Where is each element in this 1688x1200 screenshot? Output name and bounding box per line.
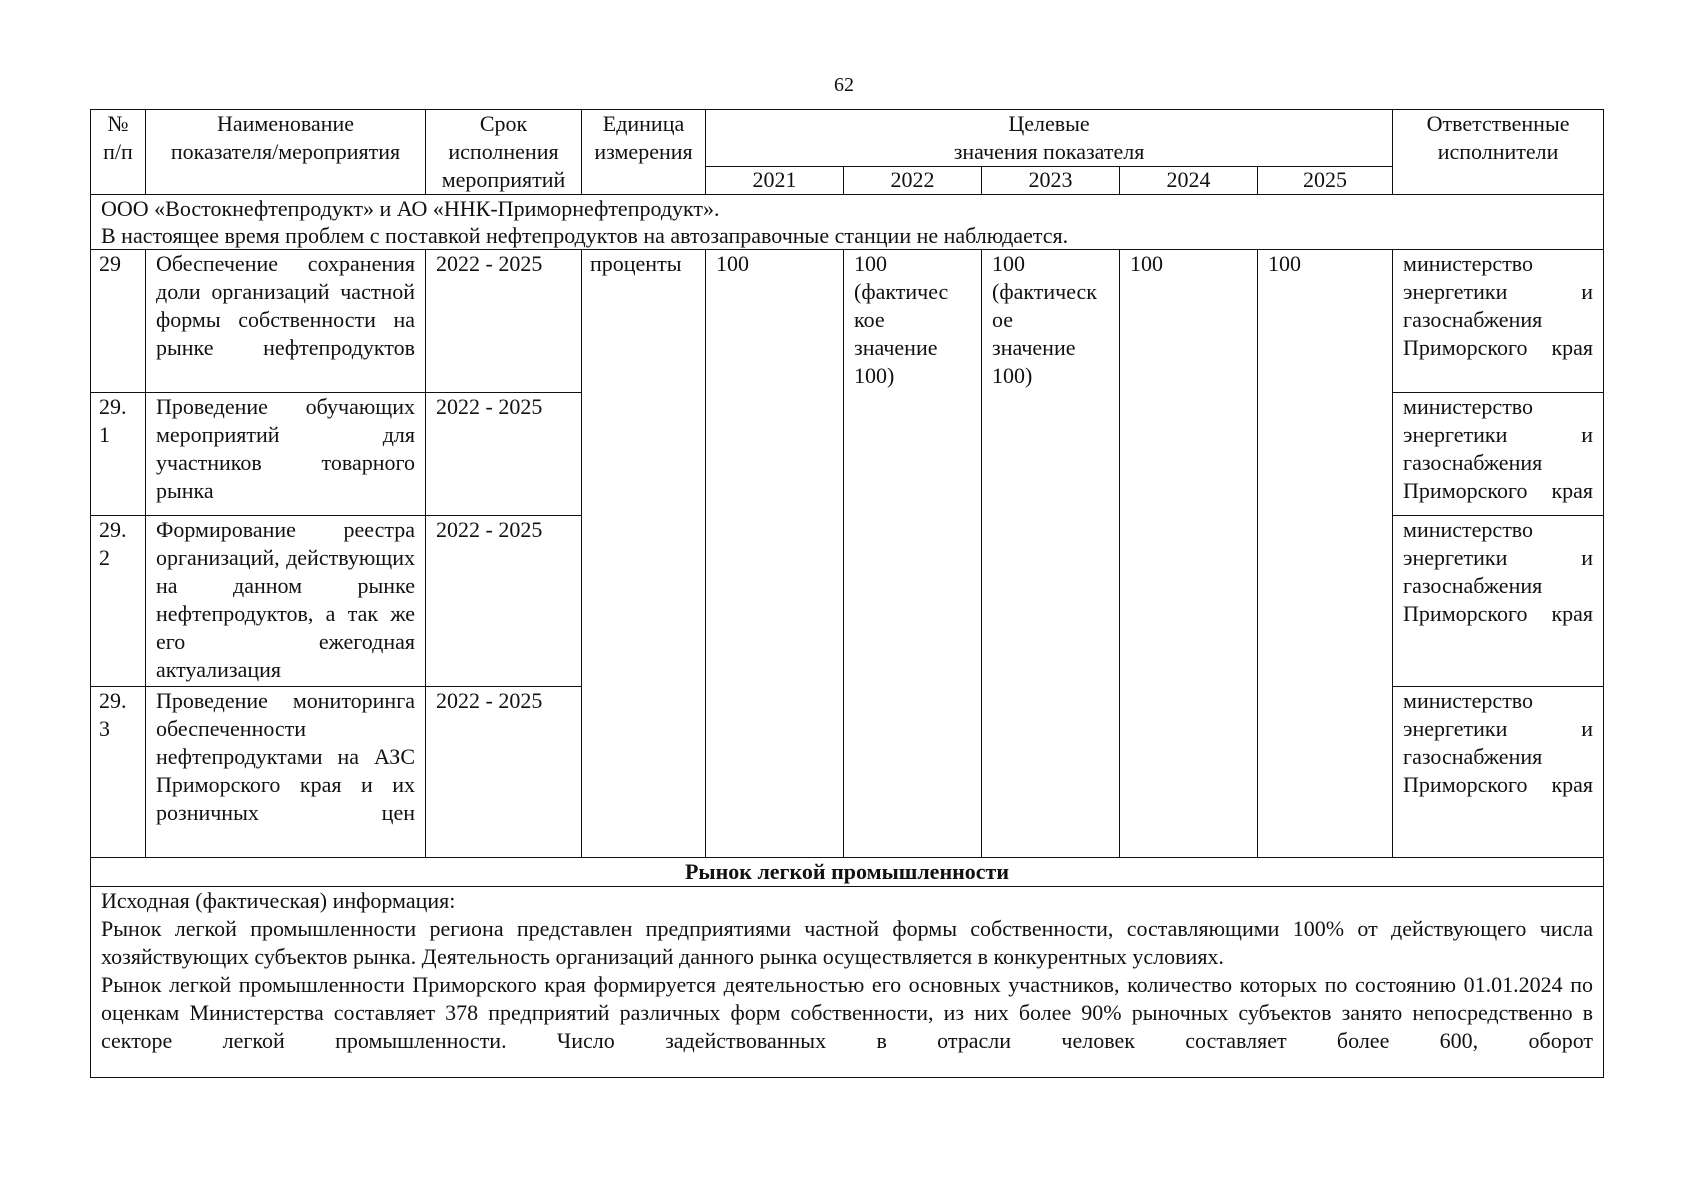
row-responsible: министерство энергетики и газоснабжения Приморского края (1393, 250, 1604, 393)
row-num: 29. 2 (91, 516, 146, 687)
table-header-row (91, 110, 1604, 167)
note-row (91, 195, 1604, 250)
header-year: 2023 (982, 167, 1120, 195)
header-year: 2025 (1258, 167, 1393, 195)
header-year: 2022 (844, 167, 982, 195)
header-year: 2024 (1120, 167, 1258, 195)
header-term: Срок исполнения мероприятий (426, 110, 582, 195)
value-2022: 100 (фактичес кое значение 100) (844, 250, 982, 858)
header-name: Наименование показателя/мероприятия (146, 110, 426, 195)
note-line: В настоящее время проблем с поставкой нефтепродуктов на автозаправочные станции не наблюдается. (101, 223, 1069, 248)
indicators-table (90, 109, 1604, 1078)
row-responsible: министерство энергетики и газоснабжения Приморского края (1393, 516, 1604, 687)
header-year: 2021 (706, 167, 844, 195)
value-2025: 100 (1258, 250, 1393, 858)
row-term: 2022 - 2025 (426, 250, 582, 393)
page-number: 62 (834, 74, 854, 96)
row-name: Проведение обучающих мероприятий для участников товарного рынка (146, 393, 426, 516)
row-name-text: Обеспечение сохранения доли организаций частной формы собственности на рынке нефтепродуктов (156, 251, 415, 360)
section-title: Рынок легкой промышленности (91, 858, 1604, 887)
value-2021: 100 (706, 250, 844, 858)
header-targets: Целевые значения показателя (706, 110, 1393, 167)
row-num: 29 (91, 250, 146, 393)
info-paragraph: Рынок легкой промышленности региона представлен предприятиями частной формы собственности, составляющими 100% от действующего числа хозяйствующих субъектов рынка. Деятельность организаций данного рынка осуществляется в конкурентных условиях. (101, 916, 1594, 969)
info-cell (91, 887, 1604, 1078)
row-responsible: министерство энергетики и газоснабжения Приморского края (1393, 687, 1604, 858)
table-row (91, 250, 1604, 393)
row-name: Проведение мониторинга обеспеченности нефтепродуктами на АЗС Приморского края и их розничных цен (146, 687, 426, 858)
info-row (91, 887, 1604, 1078)
row-term: 2022 - 2025 (426, 393, 582, 516)
value-2023: 100 (фактическ ое значение 100) (982, 250, 1120, 858)
info-paragraph: Рынок легкой промышленности Приморского края формируется деятельностью его основных участников, количество которых по состоянию 01.01.2024 по оценкам Министерства составляет 378 предприятий различных форм собственности, из них более 90% рыночных субъектов занято непосредственно в секторе легкой промышленности. Число задействованных в отрасли человек составляет более 600, оборот (101, 972, 1594, 1053)
note-line: ООО «Востокнефтепродукт» и АО «ННК-Приморнефтепродукт». (101, 196, 720, 221)
unit-cell: проценты (582, 250, 706, 858)
header-num: № п/п (91, 110, 146, 195)
row-num: 29. 1 (91, 393, 146, 516)
header-responsible: Ответственные исполнители (1393, 110, 1604, 195)
row-responsible: министерство энергетики и газоснабжения Приморского края (1393, 393, 1604, 516)
info-heading: Исходная (фактическая) информация: (101, 888, 456, 913)
note-cell (91, 195, 1604, 250)
row-name: Формирование реестра организаций, действующих на данном рынке нефтепродуктов, а так же его ежегодная актуализация (146, 516, 426, 687)
row-term: 2022 - 2025 (426, 687, 582, 858)
row-term: 2022 - 2025 (426, 516, 582, 687)
header-unit: Единица измерения (582, 110, 706, 195)
value-2024: 100 (1120, 250, 1258, 858)
row-num: 29. 3 (91, 687, 146, 858)
section-row (91, 858, 1604, 887)
row-name (146, 250, 426, 393)
